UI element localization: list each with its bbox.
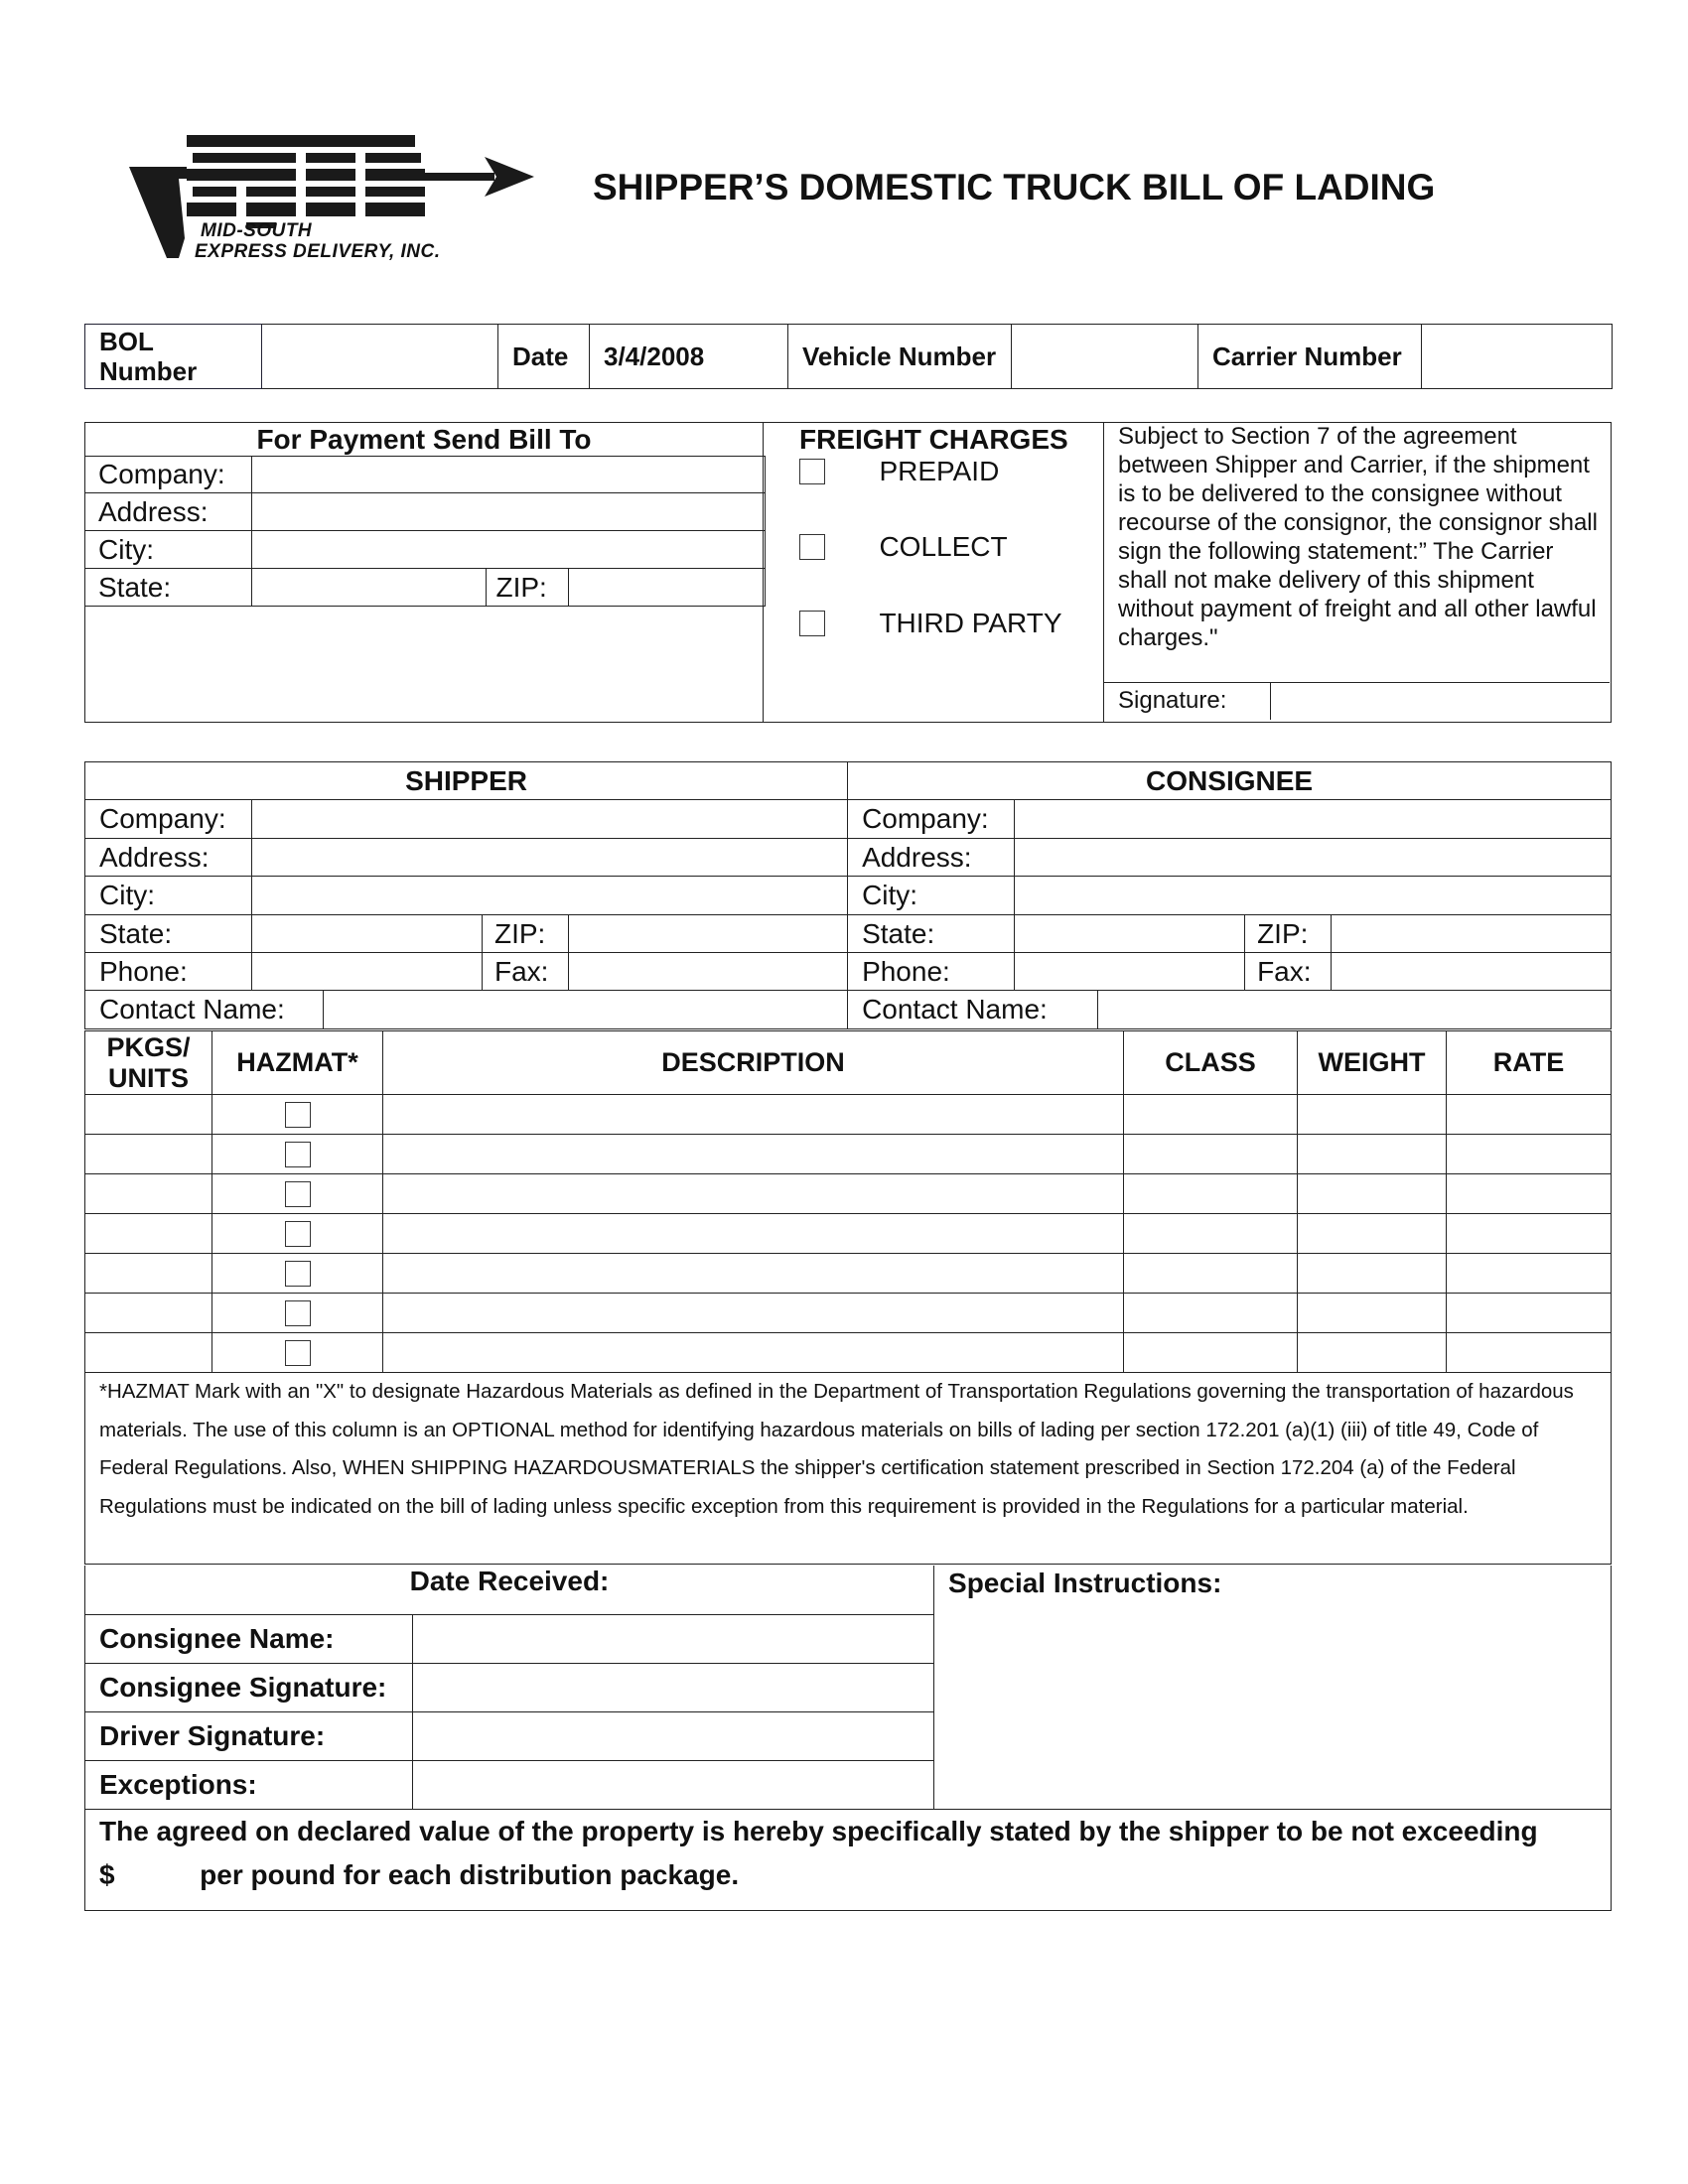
shipper-contact-field[interactable]: [324, 991, 848, 1029]
consignee-contact-field[interactable]: [1098, 991, 1612, 1029]
payment-heading: For Payment Send Bill To: [256, 424, 592, 455]
pkgs-cell[interactable]: [85, 1174, 212, 1214]
table-row: [85, 1135, 1612, 1174]
payment-address-field[interactable]: [251, 493, 765, 531]
hazmat-cell: [212, 1214, 383, 1254]
hazmat-checkbox[interactable]: [285, 1181, 311, 1207]
rate-cell[interactable]: [1447, 1333, 1612, 1373]
col-header-class: CLASS: [1124, 1031, 1298, 1095]
pkgs-cell[interactable]: [85, 1135, 212, 1174]
driver-signature-label: Driver Signature:: [85, 1711, 413, 1760]
driver-signature-field[interactable]: [413, 1711, 934, 1760]
hazmat-note: *HAZMAT Mark with an "X" to designate Hazardous Materials as defined in the Department of Transportation Regulations governing the transportation of hazardous materials. The use of this column is an OPTIONAL method for identifying hazardous materials on bills of lading per section 172.201 (a)(1) (iii) of title 49, Code of Federal Regulations. Also, WHEN SHIPPING HAZARDOUSMATERIALS the shipper's certification statement prescribed in Section 172.204 (a) of the Federal Regulations must be indicated on the bill of lading unless specific exception from this requirement is provided in the Regulations for a particular material.: [85, 1373, 1612, 1565]
shipper-heading: SHIPPER: [85, 762, 848, 800]
hazmat-checkbox[interactable]: [285, 1102, 311, 1128]
rate-cell[interactable]: [1447, 1214, 1612, 1254]
description-cell[interactable]: [383, 1214, 1124, 1254]
hazmat-checkbox[interactable]: [285, 1221, 311, 1247]
weight-cell[interactable]: [1298, 1095, 1447, 1135]
payment-city-label: City:: [84, 531, 251, 569]
consignee-zip-label: ZIP:: [1245, 915, 1332, 953]
declared-value-dollar: $: [99, 1858, 115, 1890]
declared-value-line1: The agreed on declared value of the property is hereby specifically stated by the shipper to be not exceeding: [99, 1815, 1538, 1846]
col-header-hazmat: HAZMAT*: [212, 1031, 383, 1095]
consignee-signature-field[interactable]: [413, 1663, 934, 1711]
description-cell[interactable]: [383, 1294, 1124, 1333]
payment-address-table: [84, 456, 766, 607]
hazmat-checkbox[interactable]: [285, 1142, 311, 1167]
consignee-address-field[interactable]: [1015, 839, 1612, 877]
consignee-city-label: City:: [848, 877, 1015, 915]
receipt-table: [84, 1566, 1612, 1911]
payment-column-divider: [763, 422, 764, 722]
description-cell[interactable]: [383, 1174, 1124, 1214]
bol-number-label: BOL Number: [85, 325, 262, 389]
freight-option-collect[interactable]: [799, 531, 1008, 567]
table-row: [85, 1254, 1612, 1294]
pkgs-cell[interactable]: [85, 1333, 212, 1373]
description-cell[interactable]: [383, 1254, 1124, 1294]
freight-option-third-party[interactable]: [799, 608, 1062, 643]
payment-state-label: State:: [84, 569, 251, 607]
col-header-pkgs-units: PKGS/ UNITS: [85, 1031, 212, 1095]
consignee-name-field[interactable]: [413, 1614, 934, 1663]
hazmat-cell: [212, 1135, 383, 1174]
shipper-zip-field[interactable]: [569, 915, 848, 953]
class-cell[interactable]: [1124, 1095, 1298, 1135]
declared-value-line2: per pound for each distribution package.: [200, 1858, 740, 1890]
consignee-city-field[interactable]: [1015, 877, 1612, 915]
freight-option-prepaid[interactable]: [799, 456, 999, 491]
class-cell[interactable]: [1124, 1135, 1298, 1174]
col-header-description: DESCRIPTION: [383, 1031, 1124, 1095]
pkgs-cell[interactable]: [85, 1294, 212, 1333]
shipper-consignee-table: [84, 761, 1612, 1029]
weight-cell[interactable]: [1298, 1254, 1447, 1294]
col-header-rate: RATE: [1447, 1031, 1612, 1095]
freight-column-divider: [1103, 422, 1104, 722]
special-instructions[interactable]: Special Instructions:: [934, 1566, 1612, 1809]
class-cell[interactable]: [1124, 1174, 1298, 1214]
date-received-label: Date Received:: [85, 1566, 934, 1614]
carrier-number-label: Carrier Number: [1198, 325, 1422, 389]
table-row: [85, 1294, 1612, 1333]
collect-label: COLLECT: [879, 531, 1008, 562]
signature-field[interactable]: [1270, 683, 1611, 720]
payment-zip-label: ZIP:: [486, 569, 568, 607]
shipper-address-field[interactable]: [252, 839, 848, 877]
consignee-address-label: Address:: [848, 839, 1015, 877]
hazmat-checkbox[interactable]: [285, 1261, 311, 1287]
consignee-company-field[interactable]: [1015, 800, 1612, 839]
weight-cell[interactable]: [1298, 1294, 1447, 1333]
hazmat-cell: [212, 1174, 383, 1214]
weight-cell[interactable]: [1298, 1135, 1447, 1174]
shipper-phone-field[interactable]: [252, 953, 483, 991]
consignee-signature-label: Consignee Signature:: [85, 1663, 413, 1711]
date-field[interactable]: 3/4/2008: [590, 325, 788, 389]
payment-company-label: Company:: [84, 457, 251, 493]
declared-value-statement: [85, 1809, 1612, 1910]
payment-zip-field[interactable]: [568, 569, 765, 607]
date-label: Date: [498, 325, 590, 389]
vehicle-number-field[interactable]: [1012, 325, 1198, 389]
rate-cell[interactable]: [1447, 1254, 1612, 1294]
document-title: SHIPPER’S DOMESTIC TRUCK BILL OF LADING: [593, 167, 1436, 207]
rate-cell[interactable]: [1447, 1294, 1612, 1333]
shipper-state-label: State:: [85, 915, 252, 953]
logo-company-line1: MID-SOUTH: [201, 220, 313, 241]
description-cell[interactable]: [383, 1333, 1124, 1373]
consignee-name-label: Consignee Name:: [85, 1614, 413, 1663]
rate-cell[interactable]: [1447, 1174, 1612, 1214]
prepaid-label: PREPAID: [879, 456, 1000, 486]
table-row: [85, 1095, 1612, 1135]
collect-checkbox[interactable]: [799, 534, 825, 560]
third-party-label: THIRD PARTY: [879, 608, 1062, 638]
payment-state-field[interactable]: [251, 569, 486, 607]
logo-company-line2: EXPRESS DELIVERY, INC.: [195, 241, 441, 262]
consignee-company-label: Company:: [848, 800, 1015, 839]
hazmat-cell: [212, 1254, 383, 1294]
bol-number-field[interactable]: [262, 325, 498, 389]
shipper-contact-label: Contact Name:: [85, 991, 324, 1029]
third-party-checkbox[interactable]: [799, 611, 825, 636]
bol-header-table: [84, 324, 1613, 389]
shipper-zip-label: ZIP:: [483, 915, 569, 953]
shipper-city-label: City:: [85, 877, 252, 915]
shipper-company-label: Company:: [85, 800, 252, 839]
prepaid-checkbox[interactable]: [799, 459, 825, 484]
consignee-contact-label: Contact Name:: [848, 991, 1098, 1029]
consignee-fax-label: Fax:: [1245, 953, 1332, 991]
shipper-state-field[interactable]: [252, 915, 483, 953]
class-cell[interactable]: [1124, 1254, 1298, 1294]
payment-address-label: Address:: [84, 493, 251, 531]
class-cell[interactable]: [1124, 1294, 1298, 1333]
description-cell[interactable]: [383, 1095, 1124, 1135]
rate-cell[interactable]: [1447, 1135, 1612, 1174]
hazmat-checkbox[interactable]: [285, 1300, 311, 1326]
description-cell[interactable]: [383, 1135, 1124, 1174]
shipper-fax-label: Fax:: [483, 953, 569, 991]
consignee-phone-label: Phone:: [848, 953, 1015, 991]
consignee-heading: CONSIGNEE: [848, 762, 1612, 800]
shipper-phone-label: Phone:: [85, 953, 252, 991]
exceptions-label: Exceptions:: [85, 1760, 413, 1809]
consignee-zip-field[interactable]: [1332, 915, 1612, 953]
consignee-fax-field[interactable]: [1332, 953, 1612, 991]
weight-cell[interactable]: [1298, 1333, 1447, 1373]
hazmat-cell: [212, 1294, 383, 1333]
shipper-company-field[interactable]: [252, 800, 848, 839]
shipper-address-label: Address:: [85, 839, 252, 877]
table-row: [85, 1174, 1612, 1214]
signature-label: Signature:: [1118, 687, 1227, 714]
pkgs-cell[interactable]: [85, 1095, 212, 1135]
weight-cell[interactable]: [1298, 1214, 1447, 1254]
consignee-phone-field[interactable]: [1015, 953, 1245, 991]
consignee-state-label: State:: [848, 915, 1015, 953]
consignee-state-field[interactable]: [1015, 915, 1245, 953]
hazmat-checkbox[interactable]: [285, 1340, 311, 1366]
section7-statement: Subject to Section 7 of the agreement between Shipper and Carrier, if the shipment is to be delivered to the consignee without recourse of the consignor, the consignor shall sign the following statement:” The Carrier shall not make delivery of this shipment without payment of freight and all other lawful charges.": [1118, 423, 1598, 651]
hazmat-cell: [212, 1333, 383, 1373]
weight-cell[interactable]: [1298, 1174, 1447, 1214]
shipper-fax-field[interactable]: [569, 953, 848, 991]
pkgs-cell[interactable]: [85, 1254, 212, 1294]
table-row: [85, 1333, 1612, 1373]
freight-charges-heading: FREIGHT CHARGES: [799, 424, 1068, 455]
items-table: [84, 1030, 1612, 1565]
payment-company-field[interactable]: [251, 457, 765, 493]
col-header-weight: WEIGHT: [1298, 1031, 1447, 1095]
table-row: [85, 1214, 1612, 1254]
shipper-city-field[interactable]: [252, 877, 848, 915]
hazmat-cell: [212, 1095, 383, 1135]
vehicle-number-label: Vehicle Number: [788, 325, 1012, 389]
payment-city-field[interactable]: [251, 531, 765, 569]
rate-cell[interactable]: [1447, 1095, 1612, 1135]
class-cell[interactable]: [1124, 1214, 1298, 1254]
carrier-number-field[interactable]: [1422, 325, 1613, 389]
pkgs-cell[interactable]: [85, 1214, 212, 1254]
class-cell[interactable]: [1124, 1333, 1298, 1373]
exceptions-field[interactable]: [413, 1760, 934, 1809]
